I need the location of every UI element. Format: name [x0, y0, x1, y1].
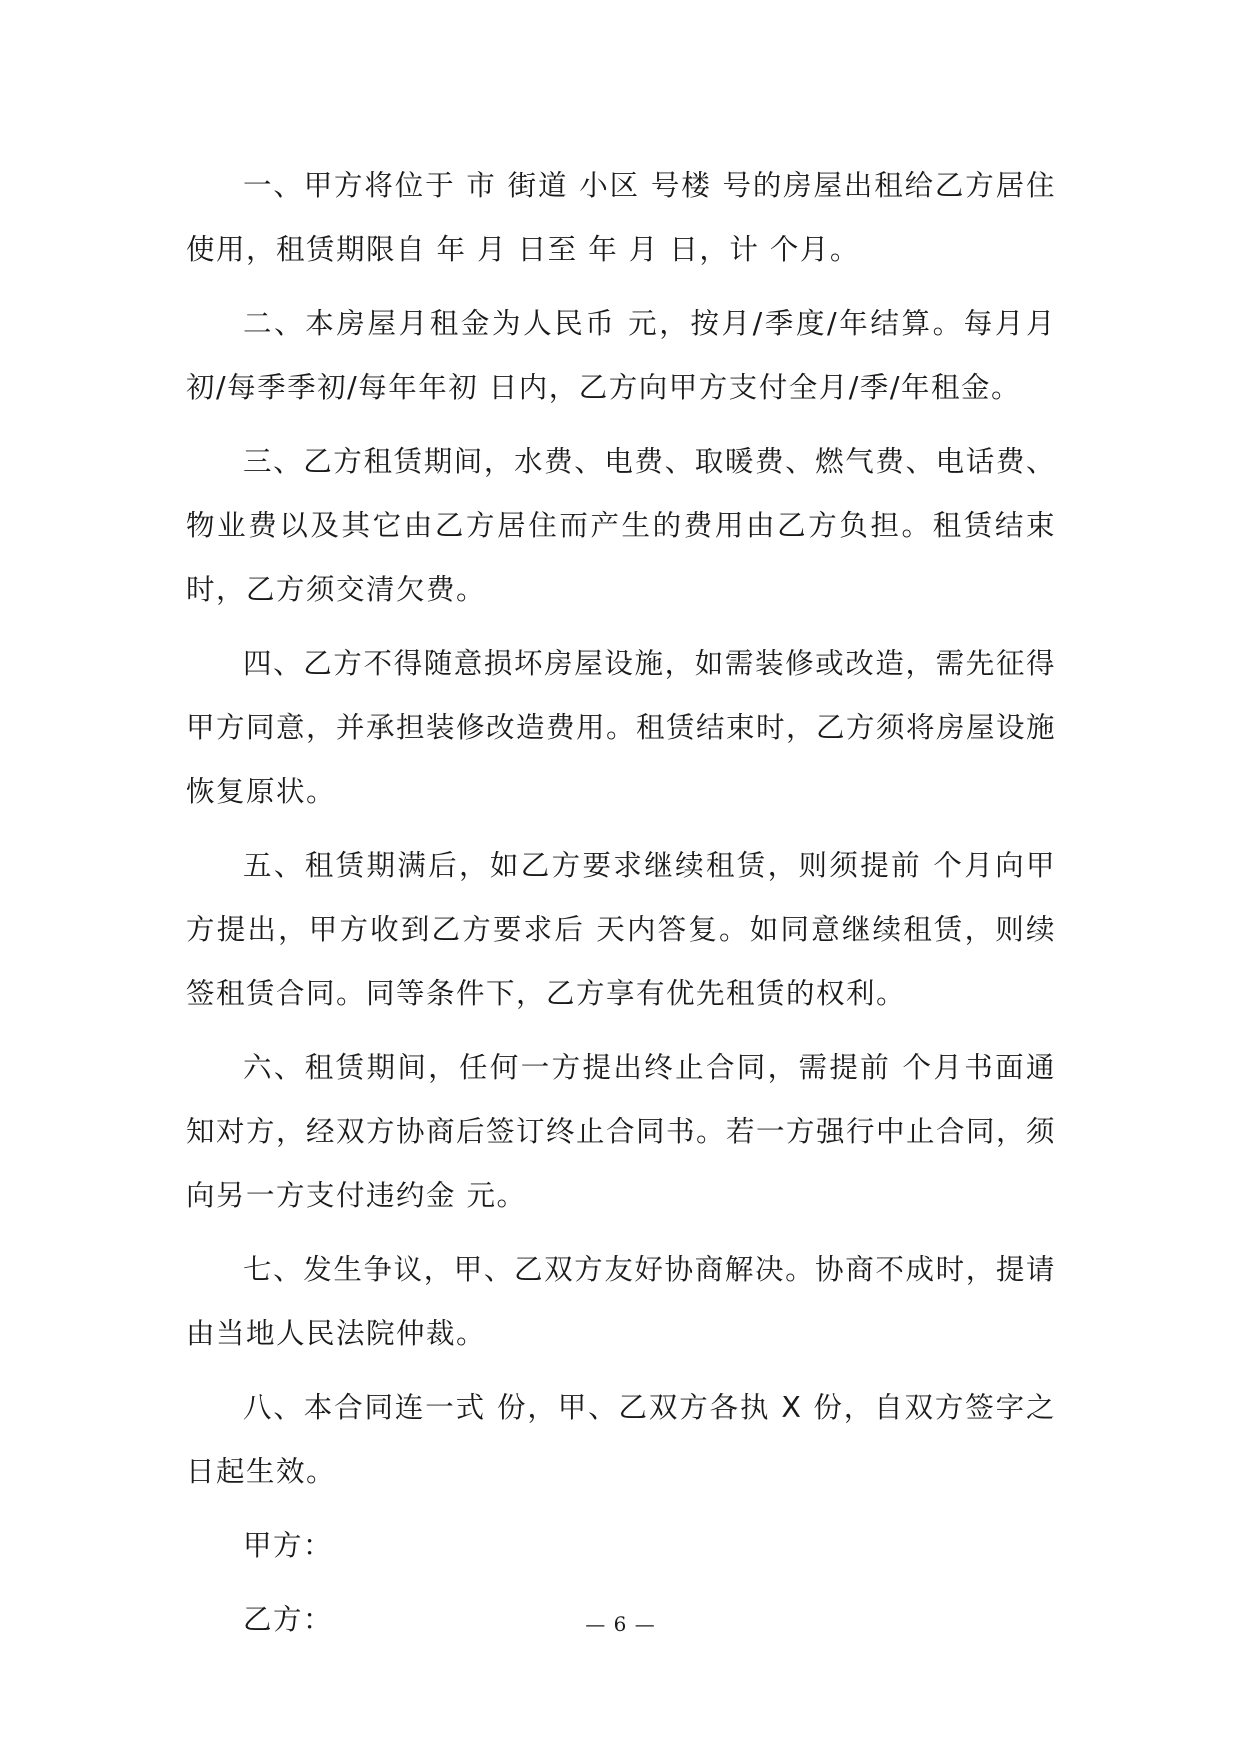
page-number: — 6 —	[585, 1612, 656, 1636]
clause-8: 八、本合同连一式 份，甲、乙双方各执 X 份，自双方签字之日起生效。	[186, 1391, 1056, 1488]
clause-5: 五、租赁期满后，如乙方要求继续租赁，则须提前 个月向甲方提出，甲方收到乙方要求后 天内答复。如同意继续租赁，则续签租赁合同。同等条件下，乙方享有优先租赁的权利。	[186, 849, 1056, 1010]
clause-2: 二、本房屋月租金为人民币 元，按月/季度/年结算。每月月初/每季季初/每年年初 日内，乙方向甲方支付全月/季/年租金。	[186, 307, 1056, 404]
party-b-signature-line: 乙方：	[243, 1603, 334, 1636]
party-a-signature-line: 甲方：	[243, 1529, 334, 1562]
contract-body	[186, 154, 1056, 1662]
clause-6: 六、租赁期间，任何一方提出终止合同，需提前 个月书面通知对方，经双方协商后签订终止合同书。若一方强行中止合同，须向另一方支付违约金 元。	[186, 1051, 1057, 1212]
clause-7: 七、发生争议，甲、乙双方友好协商解决。协商不成时，提请由当地人民法院仲裁。	[186, 1253, 1056, 1350]
clause-1: 一、甲方将位于 市 街道 小区 号楼 号的房屋出租给乙方居住使用，租赁期限自 年 月 日至 年 月 日，计 个月。	[186, 169, 1056, 266]
clause-3: 三、乙方租赁期间，水费、电费、取暖费、燃气费、电话费、物业费以及其它由乙方居住而产生的费用由乙方负担。租赁结束时，乙方须交清欠费。	[186, 445, 1056, 606]
clause-4: 四、乙方不得随意损坏房屋设施，如需装修或改造，需先征得甲方同意，并承担装修改造费用。租赁结束时，乙方须将房屋设施恢复原状。	[186, 647, 1057, 808]
